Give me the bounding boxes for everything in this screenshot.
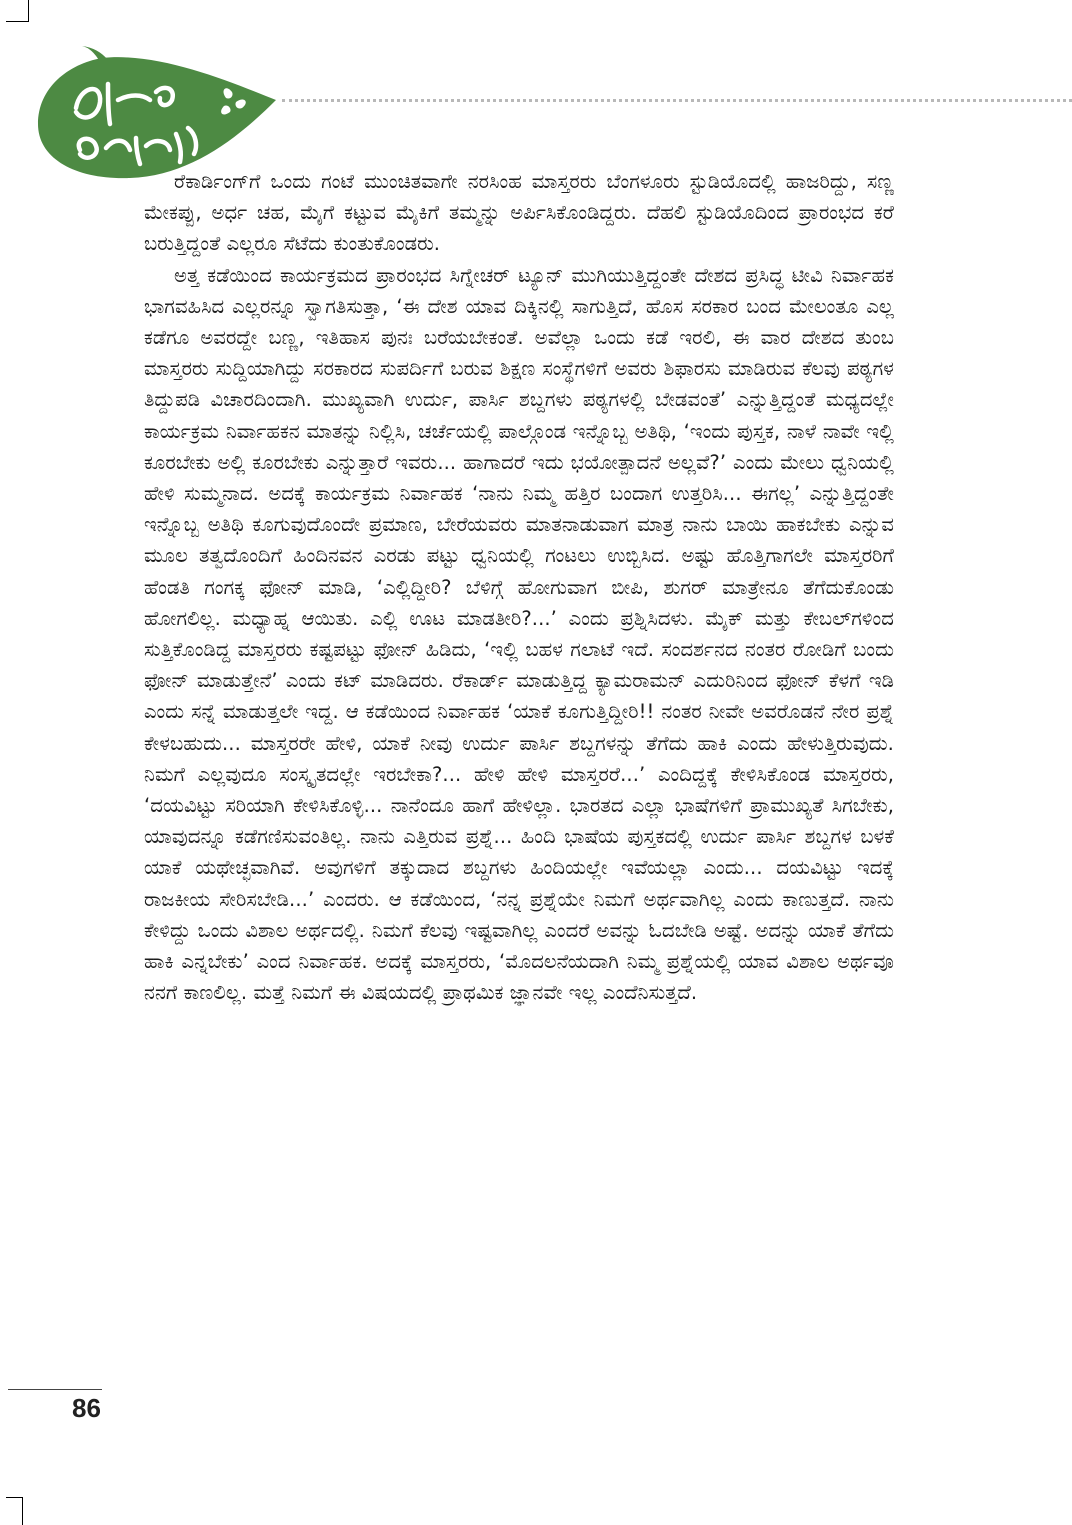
paragraph-2: ಅತ್ತ ಕಡೆಯಿಂದ ಕಾರ್ಯಕ್ರಮದ ಪ್ರಾರಂಭದ ಸಿಗ್ನೇಚರ್ ಟ್ಯೂನ್ ಮುಗಿಯುತ್ತಿದ್ದಂತೇ ದೇಶದ ಪ್ರಸಿದ್ಧ ಟೀವಿ ನಿರ್ವಾಹಕ ಭಾಗವಹಿಸಿದ ಎಲ್ಲರನ್ನೂ ಸ್ವಾಗತಿಸುತ್ತಾ, ‘ಈ ದೇಶ ಯಾವ ದಿಕ್ಕಿನಲ್ಲಿ ಸಾಗುತ್ತಿದೆ, ಹೊಸ ಸರಕಾರ ಬಂದ ಮೇಲಂತೂ ಎಲ್ಲ ಕಡೆಗೂ ಅವರದ್ದೇ ಬಣ್ಣ, ಇತಿಹಾಸ ಪುನಃ ಬರೆಯಬೇಕಂತೆ. ಅವೆಲ್ಲಾ ಒಂದು ಕಡೆ ಇರಲಿ, ಈ ವಾರ ದೇಶದ ತುಂಬ ಮಾಸ್ತರರು ಸುದ್ದಿಯಾಗಿದ್ದು ಸರಕಾರದ ಸುಪರ್ದಿಗೆ ಬರುವ ಶಿಕ್ಷಣ ಸಂಸ್ಥೆಗಳಿಗೆ ಅವರು ಶಿಫಾರಸು ಮಾಡಿರುವ ಕೆಲವು ಪಠ್ಯಗಳ ತಿದ್ದುಪಡಿ ವಿಚಾರದಿಂದಾಗಿ. ಮುಖ್ಯವಾಗಿ ಉರ್ದು, ಪಾರ್ಸಿ ಶಬ್ದಗಳು ಪಠ್ಯಗಳಲ್ಲಿ ಬೇಡವಂತೆ’ ಎನ್ನುತ್ತಿದ್ದಂತೆ ಮಧ್ಯದಲ್ಲೇ ಕಾರ್ಯಕ್ರಮ ನಿರ್ವಾಹಕನ ಮಾತನ್ನು ನಿಲ್ಲಿಸಿ, ಚರ್ಚೆಯಲ್ಲಿ ಪಾಲ್ಗೊಂಡ ಇನ್ನೊಬ್ಬ ಅತಿಥಿ, ‘ಇಂದು ಪುಸ್ತಕ, ನಾಳೆ ನಾವೇ ಇಲ್ಲಿ ಕೂರಬೇಕು ಅಲ್ಲಿ ಕೂರಬೇಕು ಎನ್ನುತ್ತಾರೆ ಇವರು... ಹಾಗಾದರೆ ಇದು ಭಯೋತ್ಪಾದನೆ ಅಲ್ಲವೆ?’ ಎಂದು ಮೇಲು ಧ್ವನಿಯಲ್ಲಿ ಹೇಳಿ ಸುಮ್ಮನಾದ. ಅದಕ್ಕೆ ಕಾರ್ಯಕ್ರಮ ನಿರ್ವಾಹಕ ‘ನಾನು ನಿಮ್ಮ ಹತ್ತಿರ ಬಂದಾಗ ಉತ್ತರಿಸಿ... ಈಗಲ್ಲ’ ಎನ್ನುತ್ತಿದ್ದಂತೇ ಇನ್ನೊಬ್ಬ ಅತಿಥಿ ಕೂಗುವುದೊಂದೇ ಪ್ರಮಾಣ, ಬೇರೆಯವರು ಮಾತನಾಡುವಾಗ ಮಾತ್ರ ನಾನು ಬಾಯಿ ಹಾಕಬೇಕು ಎನ್ನುವ ಮೂಲ ತತ್ವದೊಂದಿಗೆ ಹಿಂದಿನವನ ಎರಡು ಪಟ್ಟು ಧ್ವನಿಯಲ್ಲಿ ಗಂಟಲು ಉಬ್ಬಿಸಿದ. ಅಷ್ಟು ಹೊತ್ತಿಗಾಗಲೇ ಮಾಸ್ತರರಿಗೆ ಹೆಂಡತಿ ಗಂಗಕ್ಕ ಫೋನ್ ಮಾಡಿ, ‘ಎಲ್ಲಿದ್ದೀರಿ? ಬೆಳಿಗ್ಗೆ ಹೋಗುವಾಗ ಬೀಪಿ, ಶುಗರ್ ಮಾತ್ರೇನೂ ತೆಗೆದುಕೊಂಡು ಹೋಗಲಿಲ್ಲ. ಮಧ್ಯಾಹ್ನ ಆಯಿತು. ಎಲ್ಲಿ ಊಟ ಮಾಡತೀರಿ?...’ ಎಂದು ಪ್ರಶ್ನಿಸಿದಳು. ಮೈಕ್ ಮತ್ತು ಕೇಬಲ್‌ಗಳಿಂದ ಸುತ್ತಿಕೊಂಡಿದ್ದ ಮಾಸ್ತರರು ಕಷ್ಟಪಟ್ಟು ಫೋನ್ ಹಿಡಿದು, ‘ಇಲ್ಲಿ ಬಹಳ ಗಲಾಟೆ ಇದೆ. ಸಂದರ್ಶನದ ನಂತರ ರೋಡಿಗೆ ಬಂದು ಫೋನ್ ಮಾಡುತ್ತೇನೆ’ ಎಂದು ಕಟ್ ಮಾಡಿದರು. ರೆಕಾರ್ಡ್ ಮಾಡುತ್ತಿದ್ದ ಕ್ಯಾಮರಾಮನ್ ಎದುರಿನಿಂದ ಫೋನ್ ಕೆಳಗೆ ಇಡಿ ಎಂದು ಸನ್ನೆ ಮಾಡುತ್ತಲೇ ಇದ್ದ. ಆ ಕಡೆಯಿಂದ ನಿರ್ವಾಹಕ ‘ಯಾಕೆ ಕೂಗುತ್ತಿದ್ದೀರಿ!! ನಂತರ ನೀವೇ ಅವರೊಡನೆ ನೇರ ಪ್ರಶ್ನೆ ಕೇಳಬಹುದು... ಮಾಸ್ತರರೇ ಹೇಳಿ, ಯಾಕೆ ನೀವು ಉರ್ದು ಪಾರ್ಸಿ ಶಬ್ದಗಳನ್ನು ತೆಗೆದು ಹಾಕಿ ಎಂದು ಹೇಳುತ್ತಿರುವುದು. ನಿಮಗೆ ಎಲ್ಲವುದೂ ಸಂಸ್ಕೃತದಲ್ಲೇ ಇರಬೇಕಾ?... ಹೇಳಿ ಹೇಳಿ ಮಾಸ್ತರರೆ...’ ಎಂದಿದ್ದಕ್ಕೆ ಕೇಳಿಸಿಕೊಂಡ ಮಾಸ್ತರರು, ‘ದಯವಿಟ್ಟು ಸರಿಯಾಗಿ ಕೇಳಿಸಿಕೊಳ್ಳಿ... ನಾನೆಂದೂ ಹಾಗೆ ಹೇಳಿಲ್ಲಾ. ಭಾರತದ ಎಲ್ಲಾ ಭಾಷೆಗಳಿಗೆ ಪ್ರಾಮುಖ್ಯತೆ ಸಿಗಬೇಕು, ಯಾವುದನ್ನೂ ಕಡೆಗಣಿಸುವಂತಿಲ್ಲ. ನಾನು ಎತ್ತಿರುವ ಪ್ರಶ್ನೆ... ಹಿಂದಿ ಭಾಷೆಯ ಪುಸ್ತಕದಲ್ಲಿ ಉರ್ದು ಪಾರ್ಸಿ ಶಬ್ದಗಳ ಬಳಕೆ ಯಾಕೆ ಯಥೇಚ್ಛವಾಗಿವೆ. ಅವುಗಳಿಗೆ ತಕ್ಕುದಾದ ಶಬ್ದಗಳು ಹಿಂದಿಯಲ್ಲೇ ಇವೆಯಲ್ಲಾ ಎಂದು... ದಯವಿಟ್ಟು ಇದಕ್ಕೆ ರಾಜಕೀಯ ಸೇರಿಸಬೇಡಿ...’ ಎಂದರು. ಆ ಕಡೆಯಿಂದ, ‘ನನ್ನ ಪ್ರಶ್ನೆಯೇ ನಿಮಗೆ ಅರ್ಥವಾಗಿಲ್ಲ ಎಂದು ಕಾಣುತ್ತದೆ. ನಾನು ಕೇಳಿದ್ದು ಒಂದು ವಿಶಾಲ ಅರ್ಥದಲ್ಲಿ. ನಿಮಗೆ ಕೆಲವು ಇಷ್ಟವಾಗಿಲ್ಲ ಎಂದರೆ ಅವನ್ನು ಓದಬೇಡಿ ಅಷ್ಟೆ. ಅದನ್ನು ಯಾಕೆ ತೆಗೆದು ಹಾಕಿ ಎನ್ನಬೇಕು’ ಎಂದ ನಿರ್ವಾಹಕ. ಅದಕ್ಕೆ ಮಾಸ್ತರರು, ‘ಮೊದಲನೆಯದಾಗಿ ನಿಮ್ಮ ಪ್ರಶ್ನೆಯಲ್ಲಿ ಯಾವ ವಿಶಾಲ ಅರ್ಥವೂ ನನಗೆ ಕಾಣಲಿಲ್ಲ. ಮತ್ತೆ ನಿಮಗೆ ಈ ವಿಷಯದಲ್ಲಿ ಪ್ರಾಥಮಿಕ ಜ್ಞಾನವೇ ಇಲ್ಲ ಎಂದೆನಿಸುತ್ತದೆ. (144, 263, 895, 1005)
crop-mark-top-left-horizontal (6, 21, 29, 22)
header-dotted-rule (282, 99, 1072, 102)
crop-mark-top-left-vertical (28, 0, 29, 22)
article-body (144, 166, 894, 1008)
crop-mark-bottom-left-horizontal (6, 1497, 23, 1498)
page-number-rule (8, 1389, 102, 1390)
crop-mark-bottom-left-vertical (22, 1497, 23, 1525)
leaf-logo-graphic (30, 42, 280, 182)
page-number: 86 (72, 1393, 101, 1423)
paragraph-1: ರೆಕಾರ್ಡಿಂಗ್‌ಗೆ ಒಂದು ಗಂಟೆ ಮುಂಚಿತವಾಗೇ ನರಸಿಂಹ ಮಾಸ್ತರರು ಬೆಂಗಳೂರು ಸ್ಟುಡಿಯೊದಲ್ಲಿ ಹಾಜರಿದ್ದು, ಸಣ್ಣ ಮೇಕಪ್ಪು, ಅರ್ಧ ಚಹ, ಮೈಗೆ ಕಟ್ಟುವ ಮೈಕಿಗೆ ತಮ್ಮನ್ನು ಅರ್ಪಿಸಿಕೊಂಡಿದ್ದರು. ದೆಹಲಿ ಸ್ಟುಡಿಯೊದಿಂದ ಪ್ರಾರಂಭದ ಕರೆ ಬರುತ್ತಿದ್ದಂತೆ ಎಲ್ಲರೂ ಸೆಟೆದು ಕುಂತುಕೊಂಡರು. (144, 170, 894, 256)
green-leaf-title-icon (30, 42, 280, 182)
